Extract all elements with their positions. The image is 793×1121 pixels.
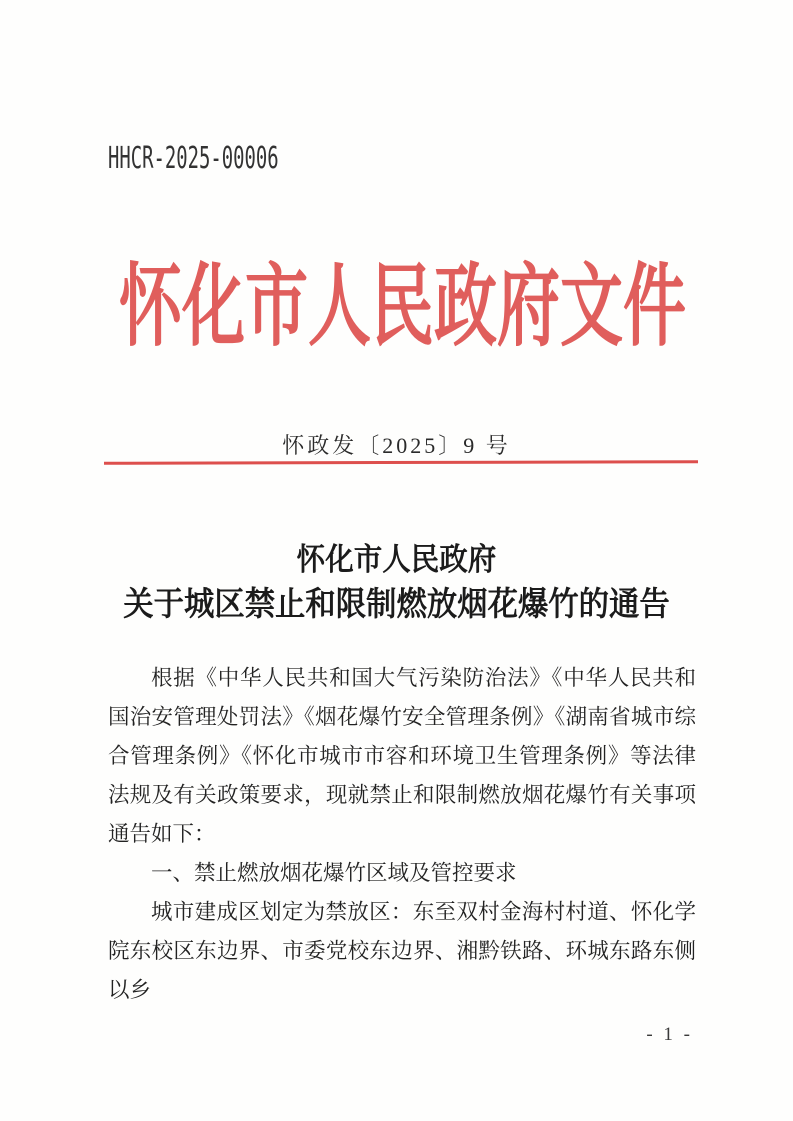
- body-paragraph-section-heading: 一、禁止燃放烟花爆竹区域及管控要求: [151, 861, 517, 885]
- notice-title: [32, 538, 762, 628]
- notice-title-line1: 怀化市人民政府: [296, 542, 497, 577]
- document-issue-number: 怀政发〔2025〕9 号: [282, 433, 511, 458]
- government-banner-title: 怀化市人民政府文件: [118, 258, 686, 357]
- body-paragraph-legal-basis: 根据《中华人民共和国大气污染防治法》《中华人民共和国治安管理处罚法》《烟花爆竹安全管理条例》《湖南省城市综合管理条例》《怀化市城市市容和环境卫生管理条例》等法律法规及有关政策要求，现就禁止和限制燃放烟花爆竹有关事项通告如下：: [108, 666, 696, 846]
- notice-title-line2: 关于城区禁止和限制燃放烟花爆竹的通告: [123, 587, 670, 623]
- body-paragraph-prohibited-zone: 城市建成区划定为禁放区：东至双村金海村村道、怀化学院东校区东边界、市委党校东边界、湘黔铁路、环城东路东侧以乡: [108, 900, 696, 1002]
- document-code: HHCR-2025-00006: [108, 141, 279, 176]
- notice-body: [108, 659, 696, 1010]
- red-separator-line: [104, 460, 698, 465]
- page-number: - 1 -: [646, 1024, 693, 1045]
